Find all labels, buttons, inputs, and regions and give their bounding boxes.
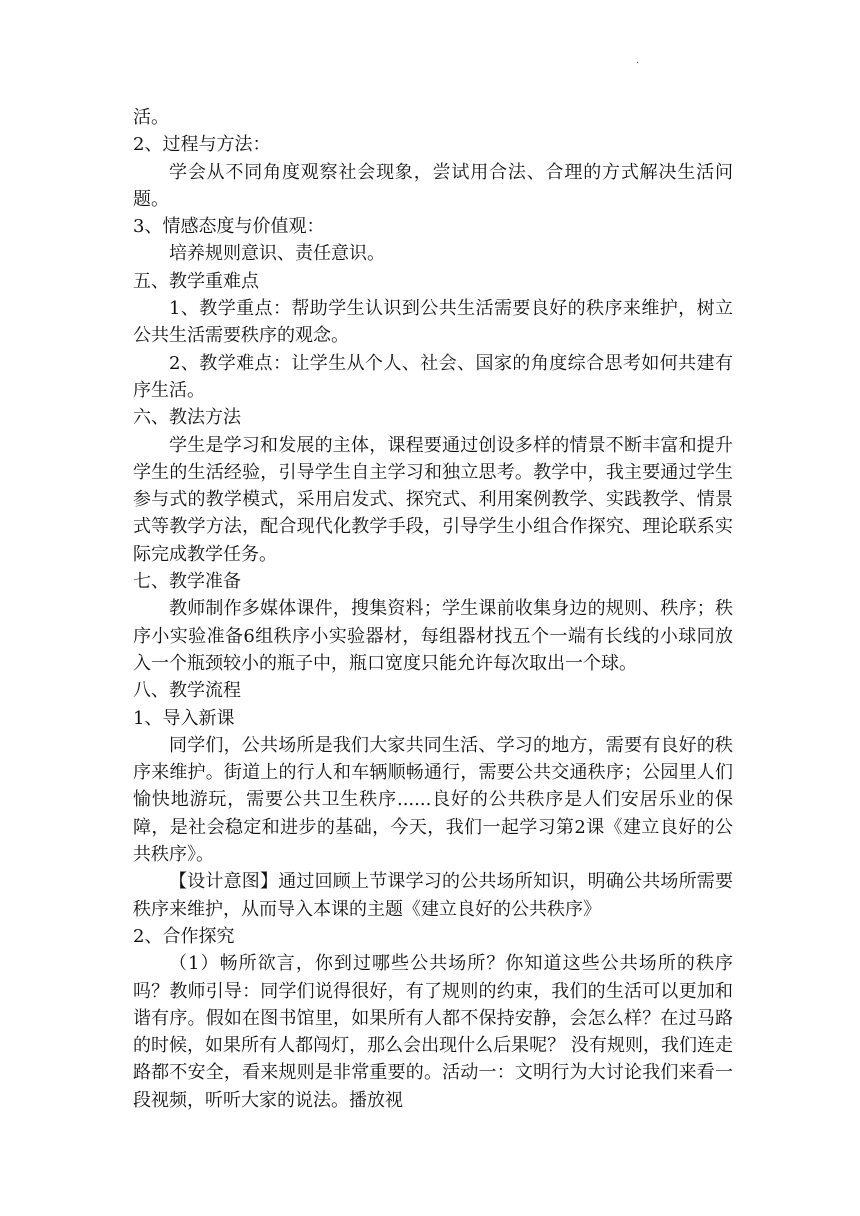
paragraph: 培养规则意识、责任意识。 (169, 243, 385, 265)
paragraph: 1、教学重点：帮助学生认识到公共生活需要良好的秩序来维护，树立公共生活需要秩序的观念。 (133, 298, 733, 347)
paragraph: 学会从不同角度观察社会现象，尝试用合法、合理的方式解决生活问题。 (133, 161, 733, 210)
section-heading: 2、过程与方法： (133, 134, 271, 156)
page-marker: · (636, 58, 640, 69)
paragraph: （1）畅所欲言，你到过哪些公共场所？你知道这些公共场所的秩序吗？教师引导：同学们说得很好，有了规则的约束，我们的生活可以更加和谐有序。假如在图书馆里，如果所有人都不保持安静，会怎么样？在过马路的时候，如果所有人都闯灯，那么会出现什么后果呢？ 没有规则，我们连走路都不安全，看来规则是非常重要的。活动一：文明行为大讨论我们来看一段视频，听听大家的说法。播放视 (133, 953, 733, 1111)
document-body (133, 104, 733, 1114)
paragraph: 同学们，公共场所是我们大家共同生活、学习的地方，需要有良好的秩序来维护。街道上的行人和车辆顺畅通行，需要公共交通秩序；公园里人们愉快地游玩，需要公共卫生秩序......良好的公共秩序是人们安居乐业的保障，是社会稳定和进步的基础，今天，我们一起学习第2课《建立良好的公共秩序》。 (133, 734, 733, 866)
paragraph: 学生是学习和发展的主体，课程要通过创设多样的情景不断丰富和提升学生的生活经验，引导学生自主学习和独立思考。教学中，我主要通过学生参与式的教学模式，采用启发式、探究式、利用案例教学、实践教学、情景式等教学方法，配合现代化教学手段，引导学生小组合作探究、理论联系实际完成教学任务。 (133, 434, 733, 565)
section-heading: 3、情感态度与价值观： (133, 216, 325, 238)
section-heading: 六、教法方法 (133, 407, 241, 429)
section-heading: 七、教学准备 (133, 571, 241, 593)
design-intent-paragraph: 【设计意图】通过回顾上节课学习的公共场所知识，明确公共场所需要秩序来维护，从而导入本课的主题《建立良好的公共秩序》 (133, 871, 733, 920)
subsection-heading: 1、导入新课 (133, 707, 235, 729)
paragraph: 教师制作多媒体课件，搜集资料；学生课前收集身边的规则、秩序；秩序小实验准备6组秩序小实验器材，每组器材找五个一端有长线的小球同放入一个瓶颈较小的瓶子中，瓶口宽度只能允许每次取出一个球。 (133, 598, 733, 674)
paragraph: 2、教学难点：让学生从个人、社会、国家的角度综合思考如何共建有序生活。 (133, 352, 733, 401)
paragraph: 活。 (133, 107, 169, 128)
subsection-heading: 2、合作探究 (133, 925, 235, 947)
section-heading: 八、教学流程 (133, 680, 241, 702)
section-heading: 五、教学重难点 (133, 270, 259, 292)
